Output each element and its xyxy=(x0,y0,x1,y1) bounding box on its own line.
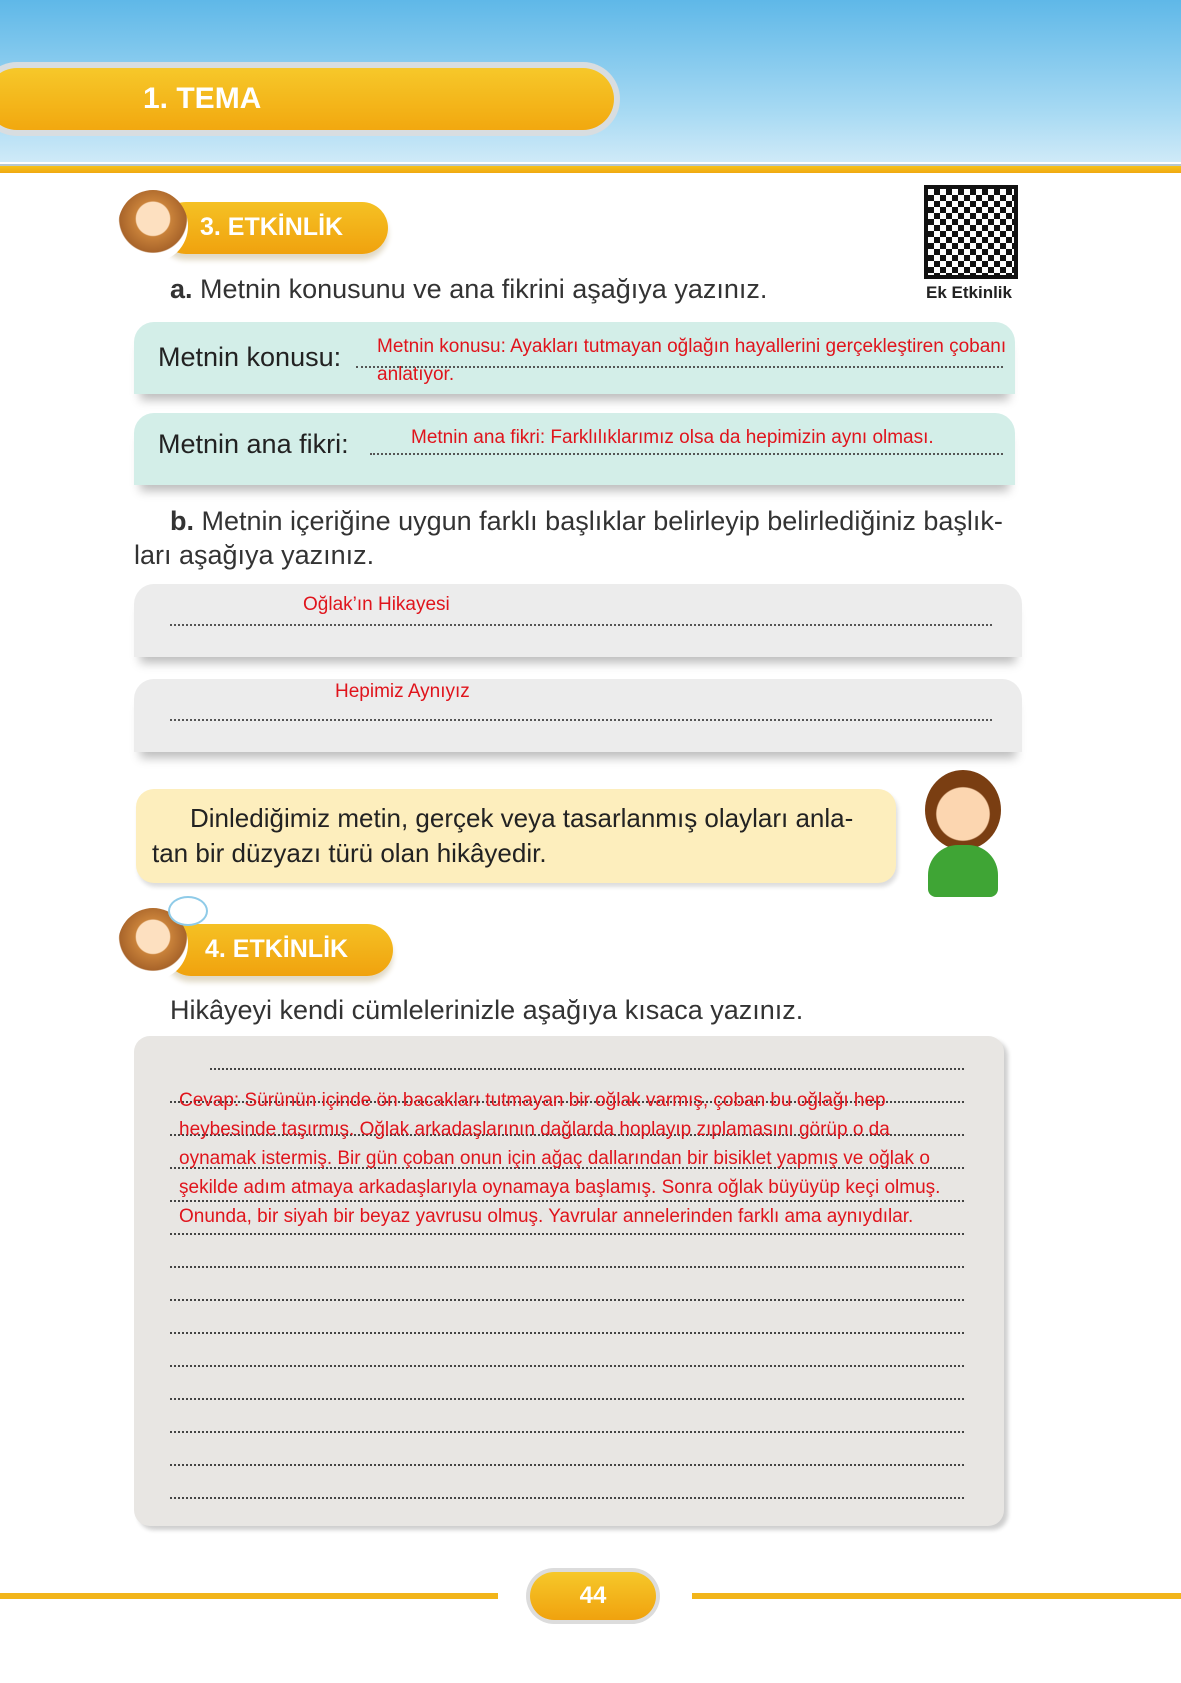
writing-line xyxy=(170,1200,964,1202)
writing-line xyxy=(170,1464,964,1466)
title-answer-1: Oğlak’ın Hikayesi xyxy=(303,594,450,615)
info-bubble xyxy=(136,789,896,883)
question-a-text: Metnin konusunu ve ana fikrini aşağıya yazınız. xyxy=(192,274,768,304)
topic-box[interactable] xyxy=(134,322,1015,394)
title-answer-2: Hepimiz Aynıyız xyxy=(335,681,470,702)
thought-bubble-icon xyxy=(168,896,208,926)
writing-line xyxy=(170,1266,964,1268)
activity4-instruction: Hikâyeyi kendi cümlelerinizle aşağıya kısaca yazınız. xyxy=(170,995,804,1025)
info-line-2: tan bir düzyazı türü olan hikâyedir. xyxy=(152,838,547,868)
writing-line xyxy=(170,1233,964,1235)
title-box-1[interactable] xyxy=(134,584,1022,657)
writing-line xyxy=(170,1332,964,1334)
topic-answer-2: anlatıyor. xyxy=(377,364,455,385)
story-answer-line-1: Cevap: Sürünün içinde ön bacakları tutmayan bir oğlak varmış, çoban bu oğlağı hep xyxy=(179,1090,886,1111)
question-a-prefix: a. xyxy=(170,274,193,304)
writing-line xyxy=(170,1431,964,1433)
question-b-line1 xyxy=(170,506,1003,537)
story-answer-line-5: Onunda, bir siyah bir beyaz yavrusu olmuş. Yavrular annelerinden farklı ama aynıydılar. xyxy=(179,1206,914,1227)
topic-label: Metnin konusu: xyxy=(158,342,342,372)
title-box-2[interactable] xyxy=(134,679,1022,752)
story-answer-line-2: heybesinde taşırmış. Oğlak arkadaşlarının dağlarda hoplayıp zıplamasını görüp o da xyxy=(179,1119,890,1140)
boy-mascot-icon xyxy=(925,770,1001,850)
writing-line xyxy=(170,1398,964,1400)
question-b-prefix: b. xyxy=(170,506,194,536)
qr-code-icon[interactable] xyxy=(924,185,1018,279)
activity3-badge: 3. ETKİNLİK xyxy=(160,202,388,254)
footer-line-left xyxy=(0,1593,498,1599)
title-line-2 xyxy=(170,719,992,721)
main-idea-label: Metnin ana fikri: xyxy=(158,429,349,459)
main-idea-answer: Metnin ana fikri: Farklılıklarımız olsa da hepimizin aynı olması. xyxy=(411,427,934,448)
footer-line-right xyxy=(692,1593,1181,1599)
writing-line xyxy=(170,1365,964,1367)
writing-line xyxy=(170,1299,964,1301)
theme-banner xyxy=(0,62,620,136)
theme-title: 1. TEMA xyxy=(0,68,614,130)
question-a xyxy=(170,274,767,305)
header-divider xyxy=(0,164,1181,173)
question-b-line2: ları aşağıya yazınız. xyxy=(134,540,375,570)
page-number: 44 xyxy=(530,1572,656,1620)
boy-body-icon xyxy=(928,845,998,897)
topic-answer-1: Metnin konusu: Ayakları tutmayan oğlağın hayallerini gerçekleştiren çobanı xyxy=(377,336,1007,357)
main-idea-box[interactable] xyxy=(134,413,1015,485)
activity4-badge: 4. ETKİNLİK xyxy=(165,924,393,976)
question-b-text: Metnin içeriğine uygun farklı başlıklar belirleyip belirlediğiniz başlık- xyxy=(194,506,1003,536)
story-answer-line-4: şekilde adım atmaya arkadaşlarıyla oynamaya başlamış. Sonra oğlak büyüyüp keçi olmuş. xyxy=(179,1177,941,1198)
title-line-1 xyxy=(170,624,992,626)
writing-line xyxy=(170,1497,964,1499)
qr-label: Ek Etkinlik xyxy=(926,283,1012,302)
page-number-badge xyxy=(526,1568,660,1624)
writing-line xyxy=(210,1068,964,1070)
main-idea-line xyxy=(370,453,1003,455)
info-line-1: Dinlediğimiz metin, gerçek veya tasarlanmış olayları anla- xyxy=(190,803,854,833)
girl-mascot-icon xyxy=(118,190,188,262)
story-answer-line-3: oynamak istermiş. Bir gün çoban onun için ağaç dallarından bir bisiklet yapmış ve oğlak o xyxy=(179,1148,930,1169)
